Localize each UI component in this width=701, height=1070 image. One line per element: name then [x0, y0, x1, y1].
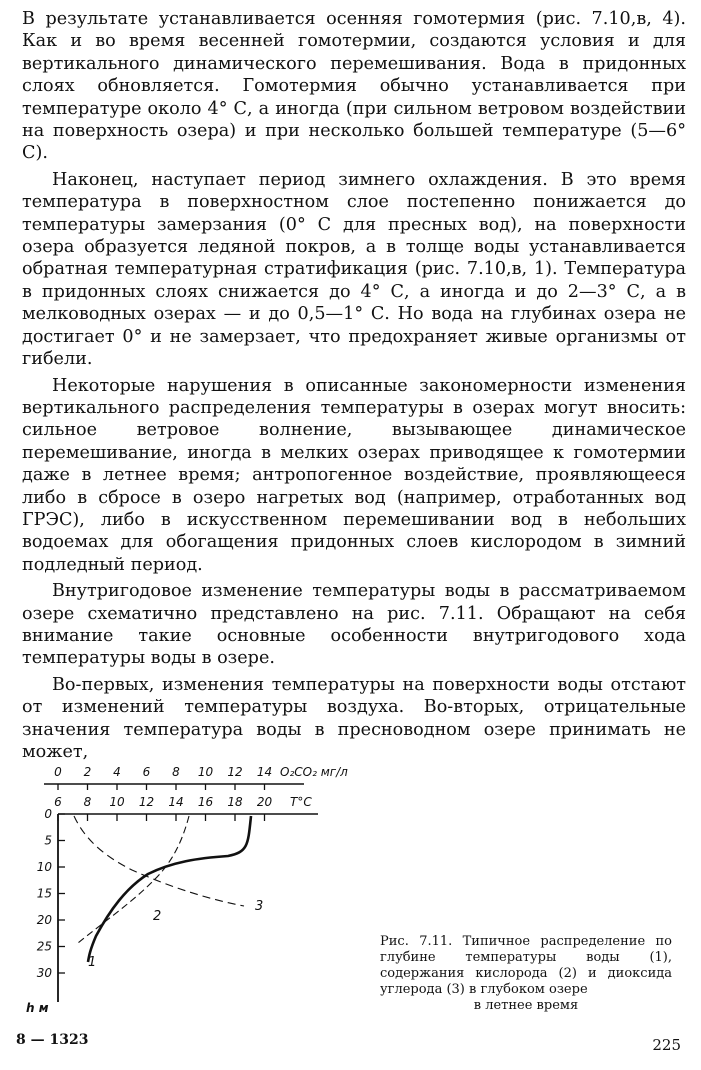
- gas-tick-label: 4: [113, 765, 121, 779]
- paragraph-4: Внутригодовое изменение температуры воды в рассматриваемом озере схематично представлено на рис. 7.11. Обращают на себя внимание такие основные особенности внутригодового хода температуры воды в озере.: [22, 581, 686, 669]
- depth-tick-label: 30: [36, 966, 52, 980]
- oxygen-curve: [78, 816, 189, 943]
- gas-axis-unit: O₂CO₂ мг/л: [280, 765, 348, 779]
- paragraph-2: Наконец, наступает период зимнего охлаждения. В это время температура в поверхностном слое постепенно понижается до температуры замерзания (0° С для пресных вод), на поверхности озера образуется ледяной покров, а в толще воды устанавливается обратная температурная стратификация (рис. 7.10,в, 1). Температура в придонных слоях снижается до 4° С, а иногда и до 2—3° С, а в мелководных озерах — и до 0,5—1° С. Но вода на глубинах озера не достигает 0° и не замерзает, что предохраняет живые организмы от гибели.: [22, 169, 686, 370]
- curve-label-2: 2: [153, 909, 162, 924]
- gas-tick-label: 10: [197, 765, 214, 779]
- gas-tick-label: 8: [172, 765, 180, 779]
- paragraph-3: Некоторые нарушения в описанные закономерности изменения вертикального распределения температуры в озерах могут вносить: сильное ветровое волнение, вызывающее динамическое перемешивание, иногда в мелких озерах приводящее к гомотермии даже в летнее время; антропогенное воздействие, проявляющееся либо в сбросе в озеро нагретых вод (например, отработанных вод ГРЭС), либо в искусственном перемешивании вод в небольших водоемах для обогащения придонных слоев кислородом в зимний подледный период.: [22, 375, 686, 575]
- depth-tick-label: 5: [44, 833, 52, 848]
- caption-text: Рис. 7.11. Типичное распределение по глубине температуры воды (1), содержания кислорода (2) и диоксида углерода (3) в глубоком озере: [380, 934, 672, 997]
- gas-tick-label: 14: [256, 765, 273, 779]
- depth-tick-label: 20: [36, 913, 52, 927]
- gas-tick-label: 2: [83, 765, 92, 779]
- temperature-tick-label: 6: [54, 795, 62, 809]
- temperature-tick-label: 12: [138, 795, 155, 809]
- co2-curve: [74, 816, 244, 906]
- temperature-curve: [88, 816, 251, 962]
- depth-tick-label: 10: [36, 860, 52, 874]
- body-text: [22, 8, 686, 763]
- curve-label-3: 3: [255, 899, 264, 914]
- paragraph-1: В результате устанавливается осенняя гомотермия (рис. 7.10,в, 4). Как и во время весенней гомотермии, создаются условия и для вертикального динамического перемешивания. Вода в придонных слоях обновляется. Гомотермия обычно устанавливается при температуре около 4° С, а иногда (при сильном ветровом воздействии на поверхность озера) и при несколько большей температуре (5—6° С).: [22, 9, 686, 164]
- temperature-tick-label: 18: [227, 795, 243, 809]
- temperature-tick-label: 14: [168, 795, 184, 809]
- depth-profile-figure: [22, 760, 362, 1030]
- paragraph-5: Во-первых, изменения температуры на поверхности воды отстают от изменений температуры воздуха. Во-вторых, отрицательные значения температура воды в пресноводном озере принимать не может,: [22, 674, 686, 762]
- page-number: 225: [652, 1036, 681, 1054]
- gas-tick-label: 0: [54, 765, 62, 779]
- gas-tick-label: 12: [227, 765, 243, 779]
- temperature-tick-label: 10: [109, 795, 125, 809]
- depth-axis-unit: h м: [26, 1001, 49, 1015]
- gas-tick-label: 6: [142, 765, 151, 779]
- depth-tick-label: 25: [36, 939, 52, 954]
- caption-last-line: в летнее время: [473, 998, 579, 1013]
- temperature-tick-label: 8: [83, 795, 92, 809]
- figure-caption: [380, 934, 672, 1014]
- temperature-axis-unit: T°C: [290, 795, 312, 809]
- depth-tick-label: 0: [44, 807, 52, 821]
- temperature-tick-label: 16: [197, 795, 214, 809]
- curve-label-1: 1: [88, 955, 97, 970]
- figure-7-11: [22, 760, 362, 1030]
- depth-tick-label: 15: [36, 886, 52, 901]
- temperature-tick-label: 20: [256, 795, 273, 809]
- signature-mark: 8 — 1323: [16, 1032, 89, 1048]
